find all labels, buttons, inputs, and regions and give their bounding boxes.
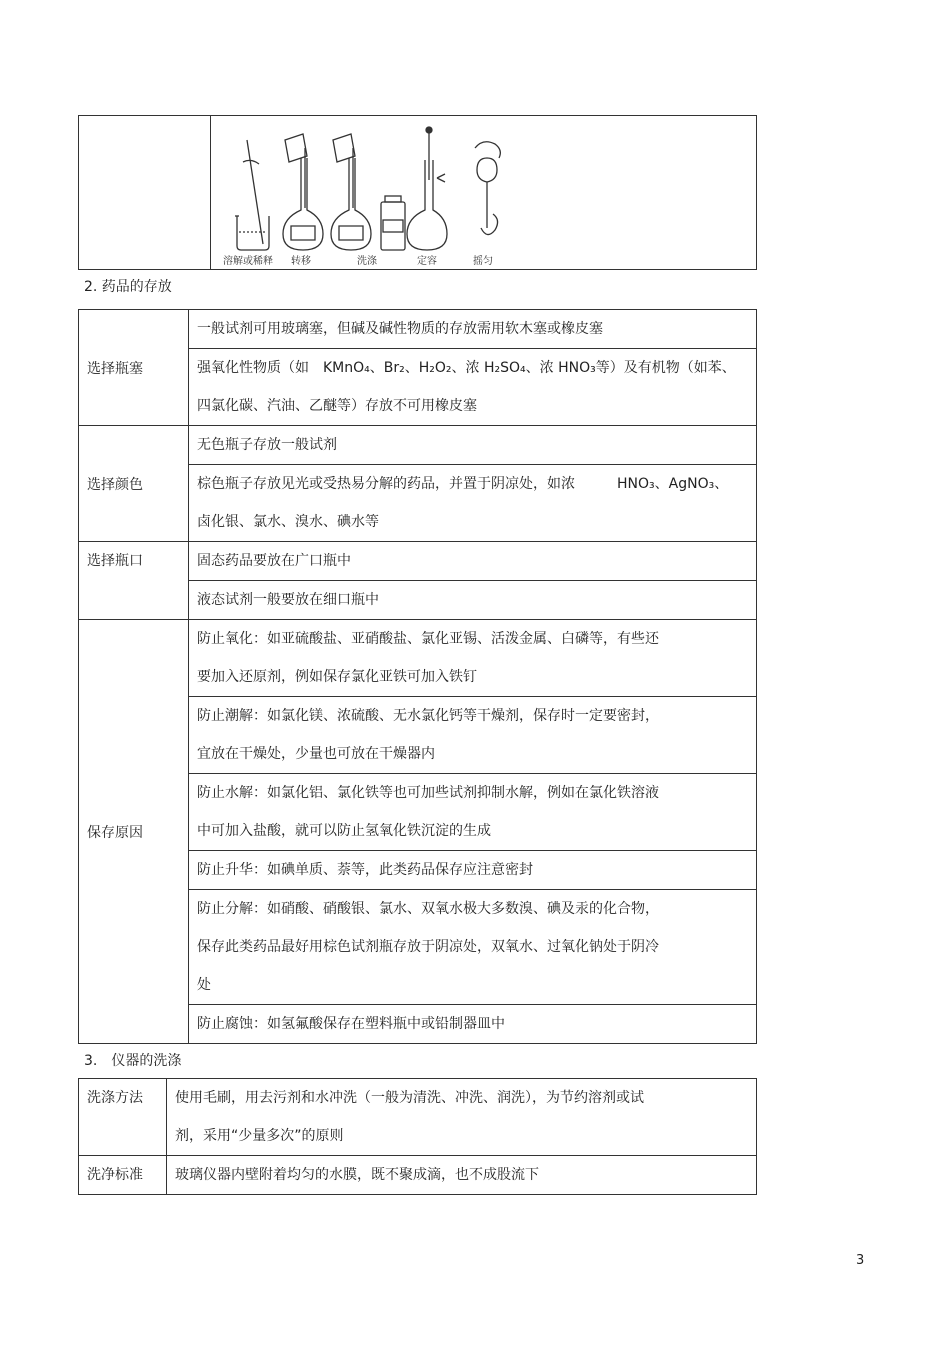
dropper-flask-icon [407,127,447,250]
table-cell: 无色瓶子存放一般试剂 [189,426,757,465]
row-label: 选择瓶塞 [79,310,189,426]
table-cell: 防止升华：如碘单质、萘等，此类药品保存应注意密封 [189,851,757,890]
table-cell: 防止潮解：如氯化镁、浓硫酸、无水氯化钙等干燥剂，保存时一定要密封， 宜放在干燥处，少量也可放在干燥器内 [189,697,757,774]
caption-dissolve: 溶解或稀释 [223,255,273,267]
beaker-icon [235,140,269,250]
storage-table [78,309,757,1044]
figure-cell [211,116,757,270]
table-cell: 玻璃仪器内壁附着均匀的水膜，既不聚成滴，也不成股流下 [167,1156,757,1195]
table-cell: 防止水解：如氯化铝、氯化铁等也可加些试剂抑制水解，例如在氯化铁溶液 中可加入盐酸，就可以防止氢氧化铁沉淀的生成 [189,774,757,851]
table-cell: 液态试剂一般要放在细口瓶中 [189,581,757,620]
page-number: 3 [856,1253,865,1268]
row-label: 洗涤方法 [79,1079,167,1156]
table-cell: 强氧化性物质（如 KMnO₄、Br₂、H₂O₂、浓 H₂SO₄、浓 HNO₃等）及有机物（如苯、 四氯化碳、汽油、乙醚等）存放不可用橡皮塞 [189,349,757,426]
table-cell: 棕色瓶子存放见光或受热易分解的药品，并置于阴凉处，如浓 HNO₃、AgNO₃、 卤化银、氯水、溴水、碘水等 [189,465,757,542]
table-cell: 防止腐蚀：如氢氟酸保存在塑料瓶中或铅制器皿中 [189,1005,757,1044]
table-cell: 防止分解：如硝酸、硝酸银、氯水、双氧水极大多数溴、碘及汞的化合物， 保存此类药品最好用棕色试剂瓶存放于阴凉处，双氧水、过氧化钠处于阴冷 处 [189,890,757,1005]
row-label: 洗净标准 [79,1156,167,1195]
solution-preparation-figure [215,118,535,268]
caption-transfer: 转移 [291,255,311,267]
section2-heading: 2. 药品的存放 [84,279,172,295]
shaking-flask-icon [475,141,500,234]
volumetric-flask-wash-icon [331,134,371,250]
figure-label-cell [79,116,211,270]
row-label: 选择颜色 [79,426,189,542]
row-label: 保存原因 [79,620,189,1044]
table-cell: 使用毛刷，用去污剂和水冲洗（一般为清洗、冲洗、润洗），为节约溶剂或试 剂，采用“少量多次”的原则 [167,1079,757,1156]
caption-shake: 摇匀 [473,255,493,267]
caption-volume: 定容 [417,255,437,267]
caption-wash: 洗涤 [357,255,377,267]
section3-heading: 3. 仪器的洗涤 [84,1053,182,1069]
table-cell: 一般试剂可用玻璃塞，但碱及碱性物质的存放需用软木塞或橡皮塞 [189,310,757,349]
wash-bottle-icon [381,196,405,250]
volumetric-flask-transfer-icon [283,134,323,250]
row-label: 选择瓶口 [79,542,189,620]
table-cell: 防止氧化：如亚硫酸盐、亚硝酸盐、氯化亚锡、活泼金属、白磷等，有些还 要加入还原剂，例如保存氯化亚铁可加入铁钉 [189,620,757,697]
table-cell: 固态药品要放在广口瓶中 [189,542,757,581]
figure-table [78,115,757,270]
washing-table [78,1078,757,1195]
